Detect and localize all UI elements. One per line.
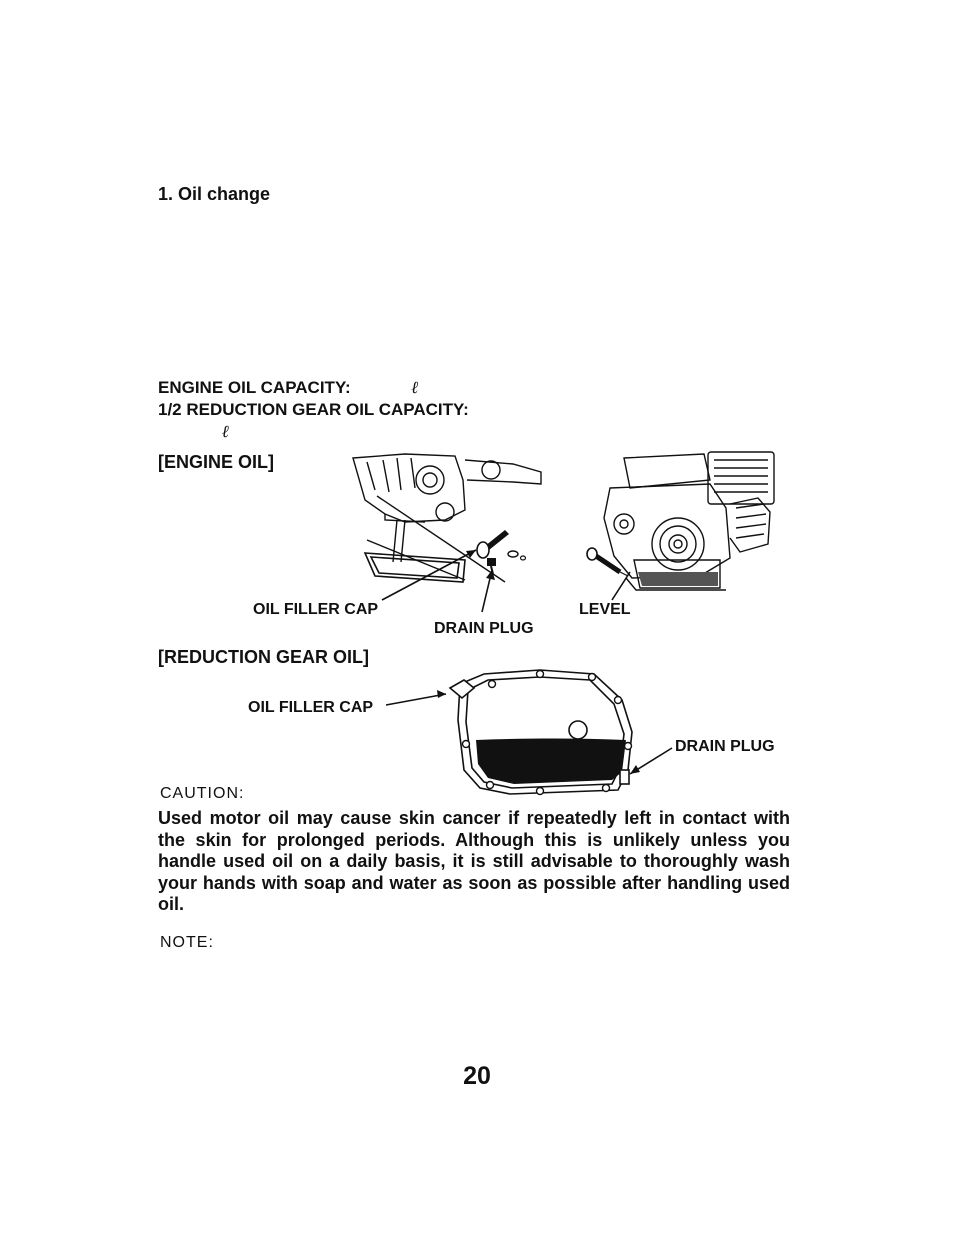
reduction-gear-oil-heading: [REDUCTION GEAR OIL]	[158, 647, 369, 667]
caution-text: Used motor oil may cause skin cancer if repeatedly left in contact with the skin for prolonged periods. Although this is unlikely unless you handle used oil on a daily basis, it is still advisable to thoroughly wash your hands with soap and water as soon as possible after handling used oil.	[158, 808, 790, 914]
engine-oil-heading: [ENGINE OIL]	[158, 452, 274, 472]
gear-oil-filler-cap-label: OIL FILLER CAP	[248, 699, 374, 716]
caution-label: CAUTION:	[160, 785, 245, 802]
note-label: NOTE:	[160, 934, 214, 951]
engine-level-label: LEVEL	[579, 601, 631, 618]
page-number: 20	[463, 1062, 491, 1090]
gear-oil-capacity-label: 1/2 REDUCTION GEAR OIL CAPACITY:	[158, 400, 469, 419]
engine-drain-plug-label: DRAIN PLUG	[434, 620, 534, 637]
gear-oil-capacity-unit: ℓ	[222, 422, 230, 442]
engine-oil-filler-cap-label: OIL FILLER CAP	[253, 601, 379, 618]
section-title: 1. Oil change	[158, 184, 271, 204]
engine-oil-capacity-unit: ℓ	[411, 378, 419, 398]
engine-oil-capacity-label: ENGINE OIL CAPACITY:	[158, 378, 351, 397]
gear-drain-plug-label: DRAIN PLUG	[675, 738, 775, 755]
